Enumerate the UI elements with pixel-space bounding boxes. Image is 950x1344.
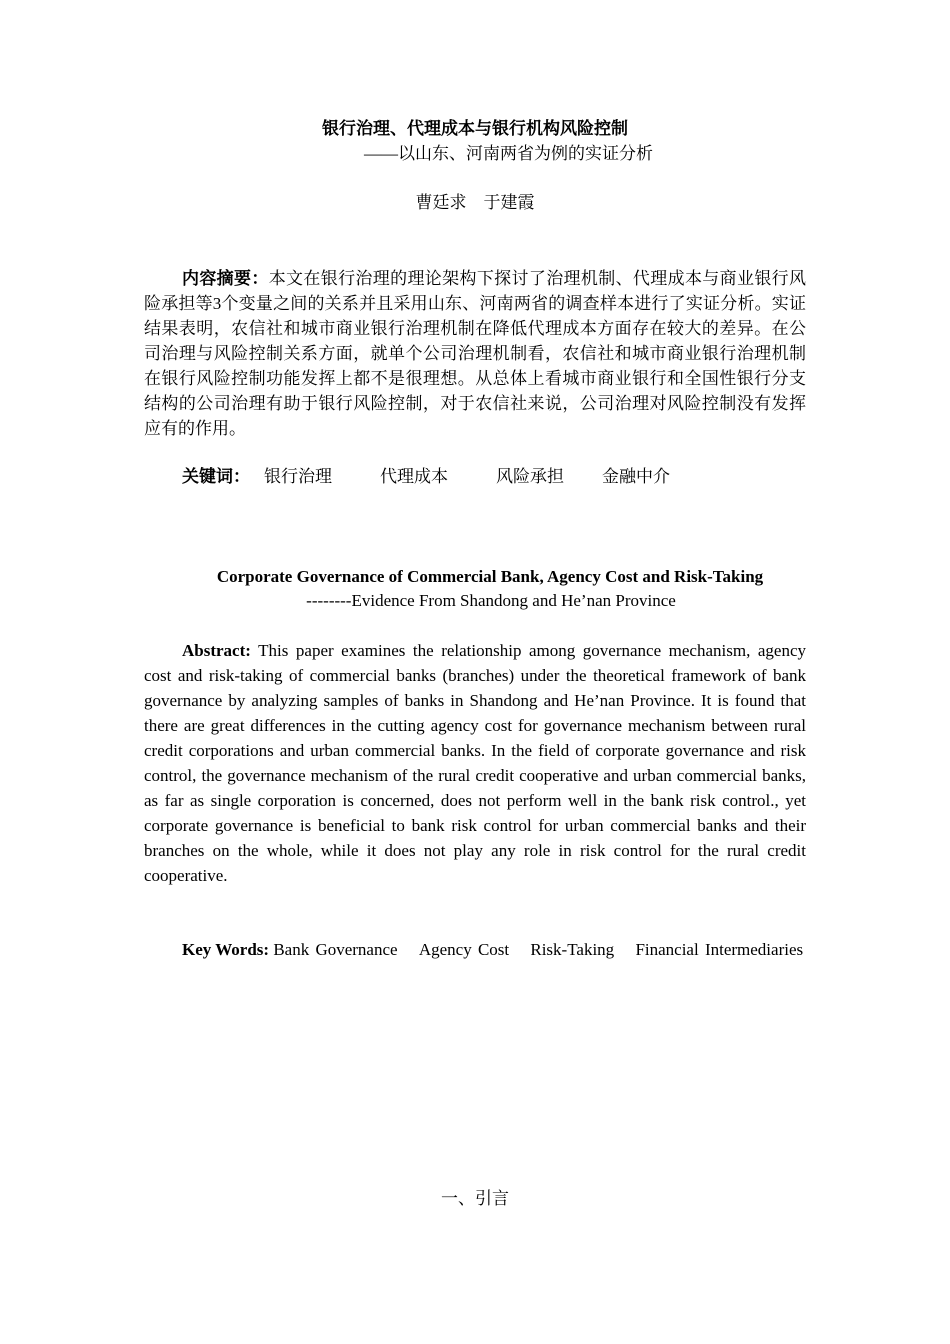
english-keyword-1: Bank Governance	[273, 940, 398, 959]
chinese-keywords-label: 关键词：	[182, 467, 250, 486]
chinese-abstract-label: 内容摘要：	[182, 269, 269, 288]
english-subtitle: --------Evidence From Shandong and He’nan Province	[306, 591, 676, 610]
chinese-keywords	[182, 465, 844, 489]
author-1: 曹廷求	[415, 193, 467, 212]
english-keywords	[144, 937, 806, 962]
chinese-keyword-1: 银行治理	[264, 467, 332, 486]
chinese-keyword-3: 风险承担	[496, 467, 564, 486]
chinese-authors	[0, 191, 950, 215]
chinese-keyword-4: 金融中介	[602, 467, 670, 486]
chinese-abstract-text: 本文在银行治理的理论架构下探讨了治理机制、代理成本与商业银行风险承担等3个变量之间的关系并且采用山东、河南两省的调查样本进行了实证分析。实证结果表明，农信社和城市商业银行治理机制在降低代理成本方面存在较大的差异。在公司治理与风险控制关系方面，就单个公司治理机制看，农信社和城市商业银行治理机制在银行风险控制功能发挥上都不是很理想。从总体上看城市商业银行和全国性银行分支结构的公司治理有助于银行风险控制，对于农信社来说，公司治理对风险控制没有发挥应有的作用。	[144, 269, 807, 438]
chinese-subtitle: ——以山东、河南两省为例的实证分析	[364, 144, 653, 163]
english-abstract-label: Abstract:	[182, 641, 251, 660]
english-keyword-4: Financial Intermediaries	[635, 940, 804, 959]
english-keywords-label: Key Words:	[182, 940, 270, 959]
chinese-abstract	[144, 266, 806, 441]
english-abstract-text: This paper examines the relationship among governance mechanism, agency cost and risk-taking of commercial banks (branches) under the theoretical framework of bank governance by analyzing samples of banks in Shandong and He’nan Province. It is found that there are great differences in the cutting agency cost for governance mechanism between rural credit corporations and urban commercial banks. In the field of corporate governance and risk control, the governance mechanism of the rural credit cooperative and urban commercial banks, as far as single corporation is concerned, does not perform well in the bank risk control., yet corporate governance is beneficial to bank risk control for urban commercial banks and their branches on the whole, while it does not play any role in risk control for the rural credit cooperative.	[144, 641, 806, 885]
author-2: 于建霞	[483, 193, 535, 212]
english-title: Corporate Governance of Commercial Bank, Agency Cost and Risk-Taking	[216, 567, 764, 586]
english-abstract	[144, 638, 806, 888]
section-heading-introduction: 一、引言	[441, 1189, 509, 1208]
chinese-title: 银行治理、代理成本与银行机构风险控制	[322, 119, 628, 138]
english-keyword-3: Risk-Taking	[530, 940, 615, 959]
chinese-keyword-2: 代理成本	[380, 467, 448, 486]
english-keyword-2: Agency Cost	[418, 940, 510, 959]
